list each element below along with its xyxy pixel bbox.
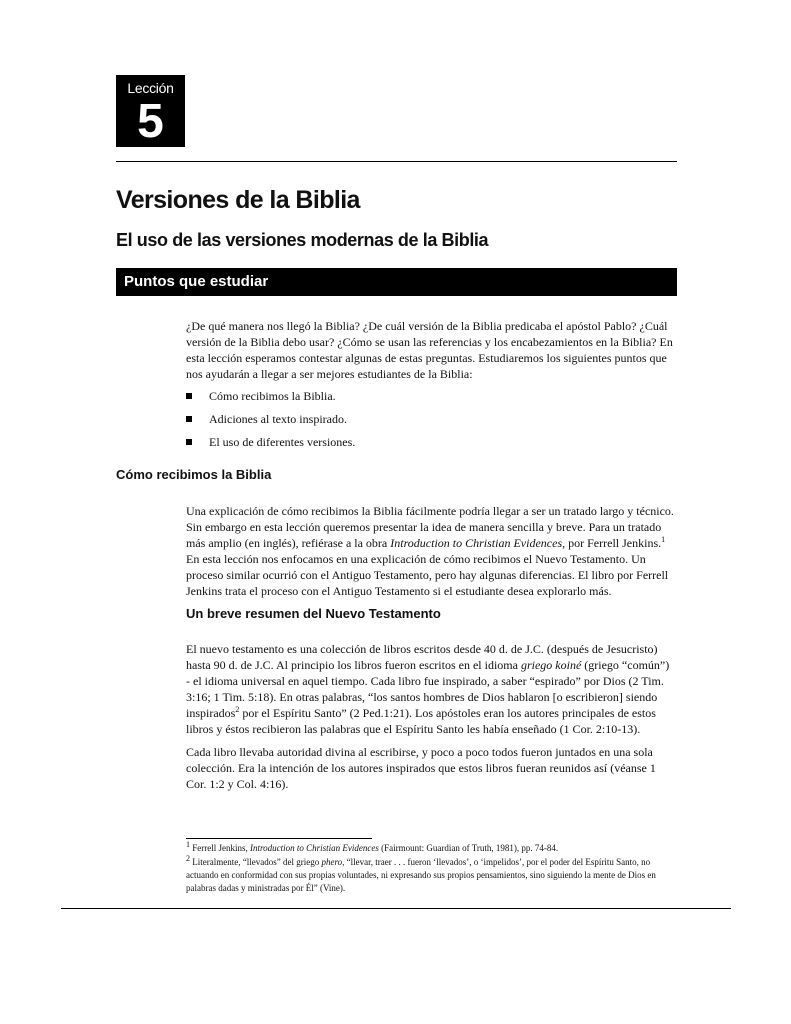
- footnote-divider: [186, 838, 372, 839]
- footnote-ref: 2: [235, 705, 240, 714]
- bullet-square-icon: [186, 416, 192, 422]
- footnote-number: 2: [186, 854, 190, 863]
- bullet-square-icon: [186, 439, 192, 445]
- list-item-text: Adiciones al texto inspirado.: [209, 412, 347, 426]
- section-banner: [116, 268, 677, 296]
- intro-paragraph: ¿De qué manera nos llegó la Biblia? ¿De cuál versión de la Biblia predicaba el apóstol Pablo? ¿Cuál versión de la Biblia debo usar? ¿Cómo se usan las referencias y los encabezamientos en la Biblia? En esta lección esperamos contestar algunas de estas preguntas. Estudiaremos los siguientes puntos que nos ayudarán a llegar a ser mejores estudiantes de la Biblia:: [186, 319, 673, 381]
- paragraph-text: El nuevo testamento es una colección de libros escritos desde 40 d. de J.C. (después de Jesucristo) hasta 90 d. de J.C. Al principio los libros fueron escritos en el idioma: [186, 642, 658, 672]
- footnote-text: Literalmente, “llevados” del griego: [190, 857, 322, 867]
- footnote-number: 1: [186, 840, 190, 849]
- paragraph-text: (griego “común”) - el idioma universal en aquel tiempo. Cada libro fue inspirado, a saber “espirado” por Dios (2 Tim. 3:16; 1 Tim. 5:18). En otras palabras, “los santos hombres de Dios hablaron [o escribieron] siendo inspirados: [186, 658, 670, 720]
- footnote-ref: 1: [661, 535, 666, 544]
- lesson-label: Lección: [127, 80, 174, 96]
- greek-term: phero: [321, 857, 343, 867]
- page-title: Versiones de la Biblia: [116, 186, 360, 214]
- footnote-1: [186, 842, 678, 855]
- list-item: [186, 388, 355, 411]
- bullet-square-icon: [186, 393, 192, 399]
- section-banner-label: Puntos que estudiar: [124, 273, 269, 290]
- paragraph-text: por el Espíritu Santo” (2 Ped.1:21). Los apóstoles eran los autores principales de estos libros y éstos recibieron las palabras que el Espíritu Santo les había enseñado (1 Cor. 2:10-13).: [186, 706, 656, 736]
- lesson-number: 5: [137, 95, 164, 148]
- language-term: griego koiné: [520, 658, 582, 672]
- list-item: [186, 411, 355, 434]
- footnote-text: (Fairmount: Guardian of Truth, 1981), pp. 74-84.: [378, 843, 559, 853]
- paragraph-how-received: [186, 503, 676, 599]
- footer-divider: [61, 908, 731, 909]
- paragraph-text: En esta lección nos enfocamos en una explicación de cómo recibimos el Nuevo Testamento. Un proceso similar ocurrió con el Antiguo Testamento, pero hay algunas diferencias. El libro por Ferrell Jenkins trata el proceso con el Antiguo Testamento si el estudiante desea explorarlo más.: [186, 552, 669, 598]
- lesson-badge: [116, 75, 185, 147]
- page-subtitle: El uso de las versiones modernas de la Biblia: [116, 230, 489, 250]
- footnote-2: [186, 856, 678, 895]
- footnote-text: Ferrell Jenkins,: [190, 843, 250, 853]
- paragraph-text: , por Ferrell Jenkins.: [562, 536, 662, 550]
- subheading-nt-summary: Un breve resumen del Nuevo Testamento: [186, 606, 441, 621]
- list-item-text: El uso de diferentes versiones.: [209, 435, 356, 449]
- paragraph-collection: Cada libro llevaba autoridad divina al escribirse, y poco a poco todos fueron juntados en una sola colección. Era la intención de los autores inspirados que estos libros fueran reunidos así (véanse 1 Cor. 1:2 y Col. 4:16).: [186, 745, 656, 791]
- study-points-list: [186, 388, 355, 457]
- paragraph-text: Una explicación de cómo recibimos la Biblia fácilmente podría llegar a ser un tratado largo y técnico. Sin embargo en esta lección queremos presentar la idea de manera sencilla y breve. Para un tratado más amplio (en inglés), refiérase a la obra: [186, 504, 674, 550]
- section-heading-how-received: Cómo recibimos la Biblia: [116, 467, 272, 482]
- footnote-text: , “llevar, traer . . . fueron ‘llevados’, o ‘impelidos’, por el poder del Espíritu Santo, no actuando en conformidad con sus propias voluntades, ni expresando sus propios pensamientos, sino siguiendo la mente de Dios en palabras dadas y ministradas por Él” (Vine).: [186, 857, 656, 893]
- book-title: Introduction to Christian Evidences: [390, 536, 563, 550]
- list-item-text: Cómo recibimos la Biblia.: [209, 389, 336, 403]
- book-title: Introduction to Christian Evidences: [250, 843, 379, 853]
- list-item: [186, 434, 355, 457]
- header-divider: [116, 161, 677, 162]
- paragraph-nt-summary: [186, 641, 676, 737]
